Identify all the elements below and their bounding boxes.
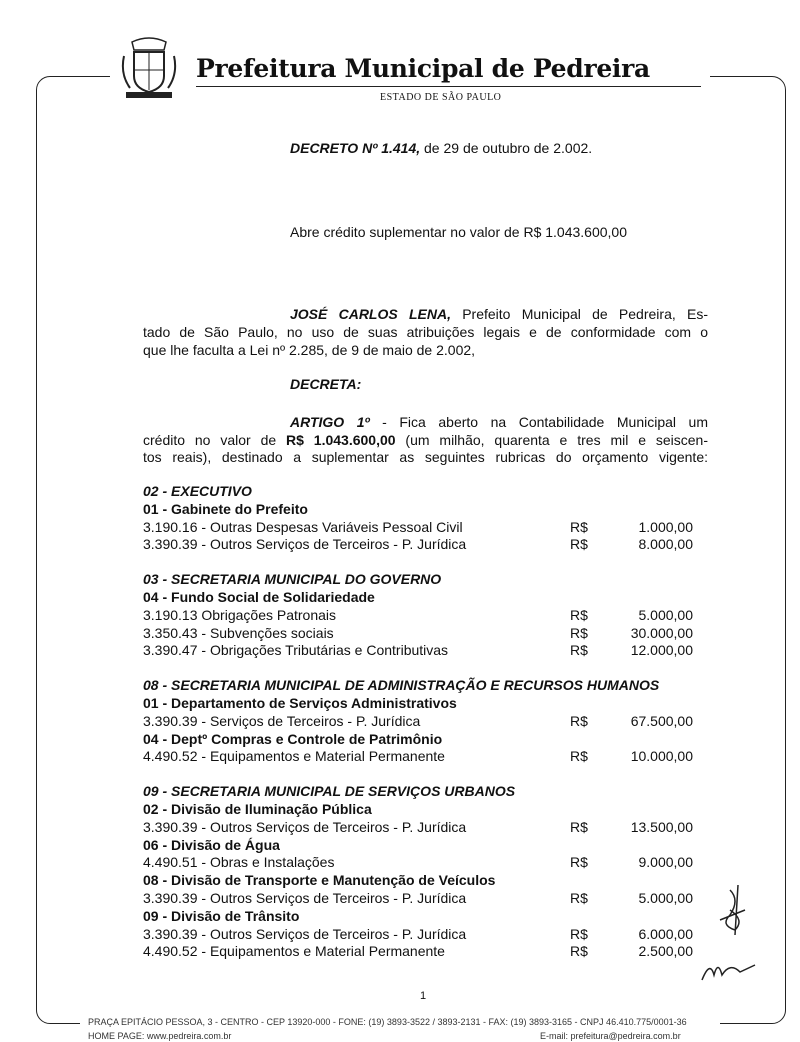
row-currency: R$ xyxy=(570,943,588,960)
row-currency: R$ xyxy=(570,925,588,942)
row-currency: R$ xyxy=(570,518,588,535)
section-heading: 02 - EXECUTIVO xyxy=(143,483,252,499)
row-value: 8.000,00 xyxy=(638,536,693,553)
row-description: 3.390.47 - Obrigações Tributárias e Contributivas xyxy=(143,642,449,659)
header-state: ESTADO DE SÃO PAULO xyxy=(380,92,502,103)
municipal-crest-icon xyxy=(118,36,180,102)
footer-homepage: HOME PAGE: www.pedreira.com.br xyxy=(88,1031,232,1041)
header-rule xyxy=(196,86,701,87)
article-line-1: ARTIGO 1º - Fica aberto na Contabilidade Municipal um xyxy=(290,414,709,430)
row-value: 67.500,00 xyxy=(630,712,693,729)
group-heading: 08 - Divisão de Transporte e Manutenção de Veículos xyxy=(143,872,496,889)
budget-row xyxy=(143,607,703,625)
preamble-line-2: tado de São Paulo, no uso de suas atribuições legais e de conformidade com o xyxy=(143,324,708,340)
row-value: 9.000,00 xyxy=(638,854,693,871)
row-value: 12.000,00 xyxy=(630,642,693,659)
row-description: 3.390.39 - Outros Serviços de Terceiros - P. Jurídica xyxy=(143,818,467,835)
budget-allocation-list xyxy=(143,483,703,961)
row-description: 3.390.39 - Outros Serviços de Terceiros - P. Jurídica xyxy=(143,925,467,942)
budget-row xyxy=(143,625,703,643)
section-spacer xyxy=(143,554,703,571)
section-spacer xyxy=(143,766,703,783)
group-heading: 09 - Divisão de Trânsito xyxy=(143,907,300,924)
budget-row xyxy=(143,536,703,554)
section-heading: 08 - SECRETARIA MUNICIPAL DE ADMINISTRAÇÃO E RECURSOS HUMANOS xyxy=(143,677,660,694)
row-description: 3.350.43 - Subvenções sociais xyxy=(143,624,334,641)
row-currency: R$ xyxy=(570,712,588,729)
budget-row xyxy=(143,926,703,944)
group-heading: 01 - Departamento de Serviços Administrativos xyxy=(143,694,457,711)
row-value: 10.000,00 xyxy=(630,748,693,765)
row-currency: R$ xyxy=(570,889,588,906)
header-title: Prefeitura Municipal de Pedreira xyxy=(196,54,650,83)
row-value: 30.000,00 xyxy=(630,624,693,641)
section-spacer xyxy=(143,660,703,677)
budget-row xyxy=(143,943,703,961)
row-currency: R$ xyxy=(570,642,588,659)
decree-heading: DECRETO Nº 1.414, de 29 de outubro de 2.002. xyxy=(290,140,593,156)
decreta-heading: DECRETA: xyxy=(290,376,362,392)
article-line-2: crédito no valor de R$ 1.043.600,00 (um milhão, quarenta e tres mil e seiscen- xyxy=(143,432,708,448)
row-currency: R$ xyxy=(570,624,588,641)
row-description: 3.390.39 - Outros Serviços de Terceiros - P. Jurídica xyxy=(143,889,467,906)
section-heading: 09 - SECRETARIA MUNICIPAL DE SERVIÇOS URBANOS xyxy=(143,783,516,800)
footer-email: E-mail: prefeitura@pedreira.com.br xyxy=(540,1031,681,1041)
preamble-line-3: que lhe faculta a Lei nº 2.285, de 9 de maio de 2.002, xyxy=(143,342,476,358)
section-heading: 03 - SECRETARIA MUNICIPAL DO GOVERNO xyxy=(143,571,442,588)
row-description: 4.490.52 - Equipamentos e Material Permanente xyxy=(143,748,445,765)
page-number: 1 xyxy=(420,990,427,1002)
decree-summary: Abre crédito suplementar no valor de R$ 1.043.600,00 xyxy=(290,224,627,240)
budget-row xyxy=(143,642,703,660)
row-currency: R$ xyxy=(570,818,588,835)
row-value: 13.500,00 xyxy=(630,818,693,835)
budget-row xyxy=(143,854,703,872)
row-currency: R$ xyxy=(570,606,588,623)
row-value: 1.000,00 xyxy=(638,518,693,535)
group-heading: 06 - Divisão de Água xyxy=(143,836,280,853)
group-heading: 04 - Deptº Compras e Controle de Patrimônio xyxy=(143,730,443,747)
row-currency: R$ xyxy=(570,536,588,553)
row-value: 2.500,00 xyxy=(638,943,693,960)
row-description: 3.190.16 - Outras Despesas Variáveis Pessoal Civil xyxy=(143,518,463,535)
row-description: 3.190.13 Obrigações Patronais xyxy=(143,606,337,623)
row-value: 6.000,00 xyxy=(638,925,693,942)
preamble-line-1: JOSÉ CARLOS LENA, Prefeito Municipal de Pedreira, Es- xyxy=(290,306,708,322)
signature-initials xyxy=(700,880,770,990)
row-value: 5.000,00 xyxy=(638,889,693,906)
group-heading: 02 - Divisão de Iluminação Pública xyxy=(143,800,372,817)
row-description: 4.490.52 - Equipamentos e Material Permanente xyxy=(143,943,445,960)
budget-row xyxy=(143,819,703,837)
budget-row xyxy=(143,519,703,537)
row-description: 3.390.39 - Serviços de Terceiros - P. Jurídica xyxy=(143,712,421,729)
group-heading: 04 - Fundo Social de Solidariedade xyxy=(143,588,375,605)
row-value: 5.000,00 xyxy=(638,606,693,623)
budget-row xyxy=(143,890,703,908)
row-currency: R$ xyxy=(570,854,588,871)
footer-address: PRAÇA EPITÁCIO PESSOA, 3 - CENTRO - CEP 13920-000 - FONE: (19) 3893-3522 / 3893-2131 - FAX: (19) 3893-3165 - CNPJ 46.410.775/0001-36 xyxy=(88,1017,687,1027)
row-description: 4.490.51 - Obras e Instalações xyxy=(143,854,335,871)
row-currency: R$ xyxy=(570,748,588,765)
group-heading: 01 - Gabinete do Prefeito xyxy=(143,500,308,517)
budget-row xyxy=(143,748,703,766)
row-description: 3.390.39 - Outros Serviços de Terceiros - P. Jurídica xyxy=(143,536,467,553)
budget-row xyxy=(143,713,703,731)
article-line-3: tos reais), destinado a suplementar as seguintes rubricas do orçamento vigente: xyxy=(143,449,708,465)
